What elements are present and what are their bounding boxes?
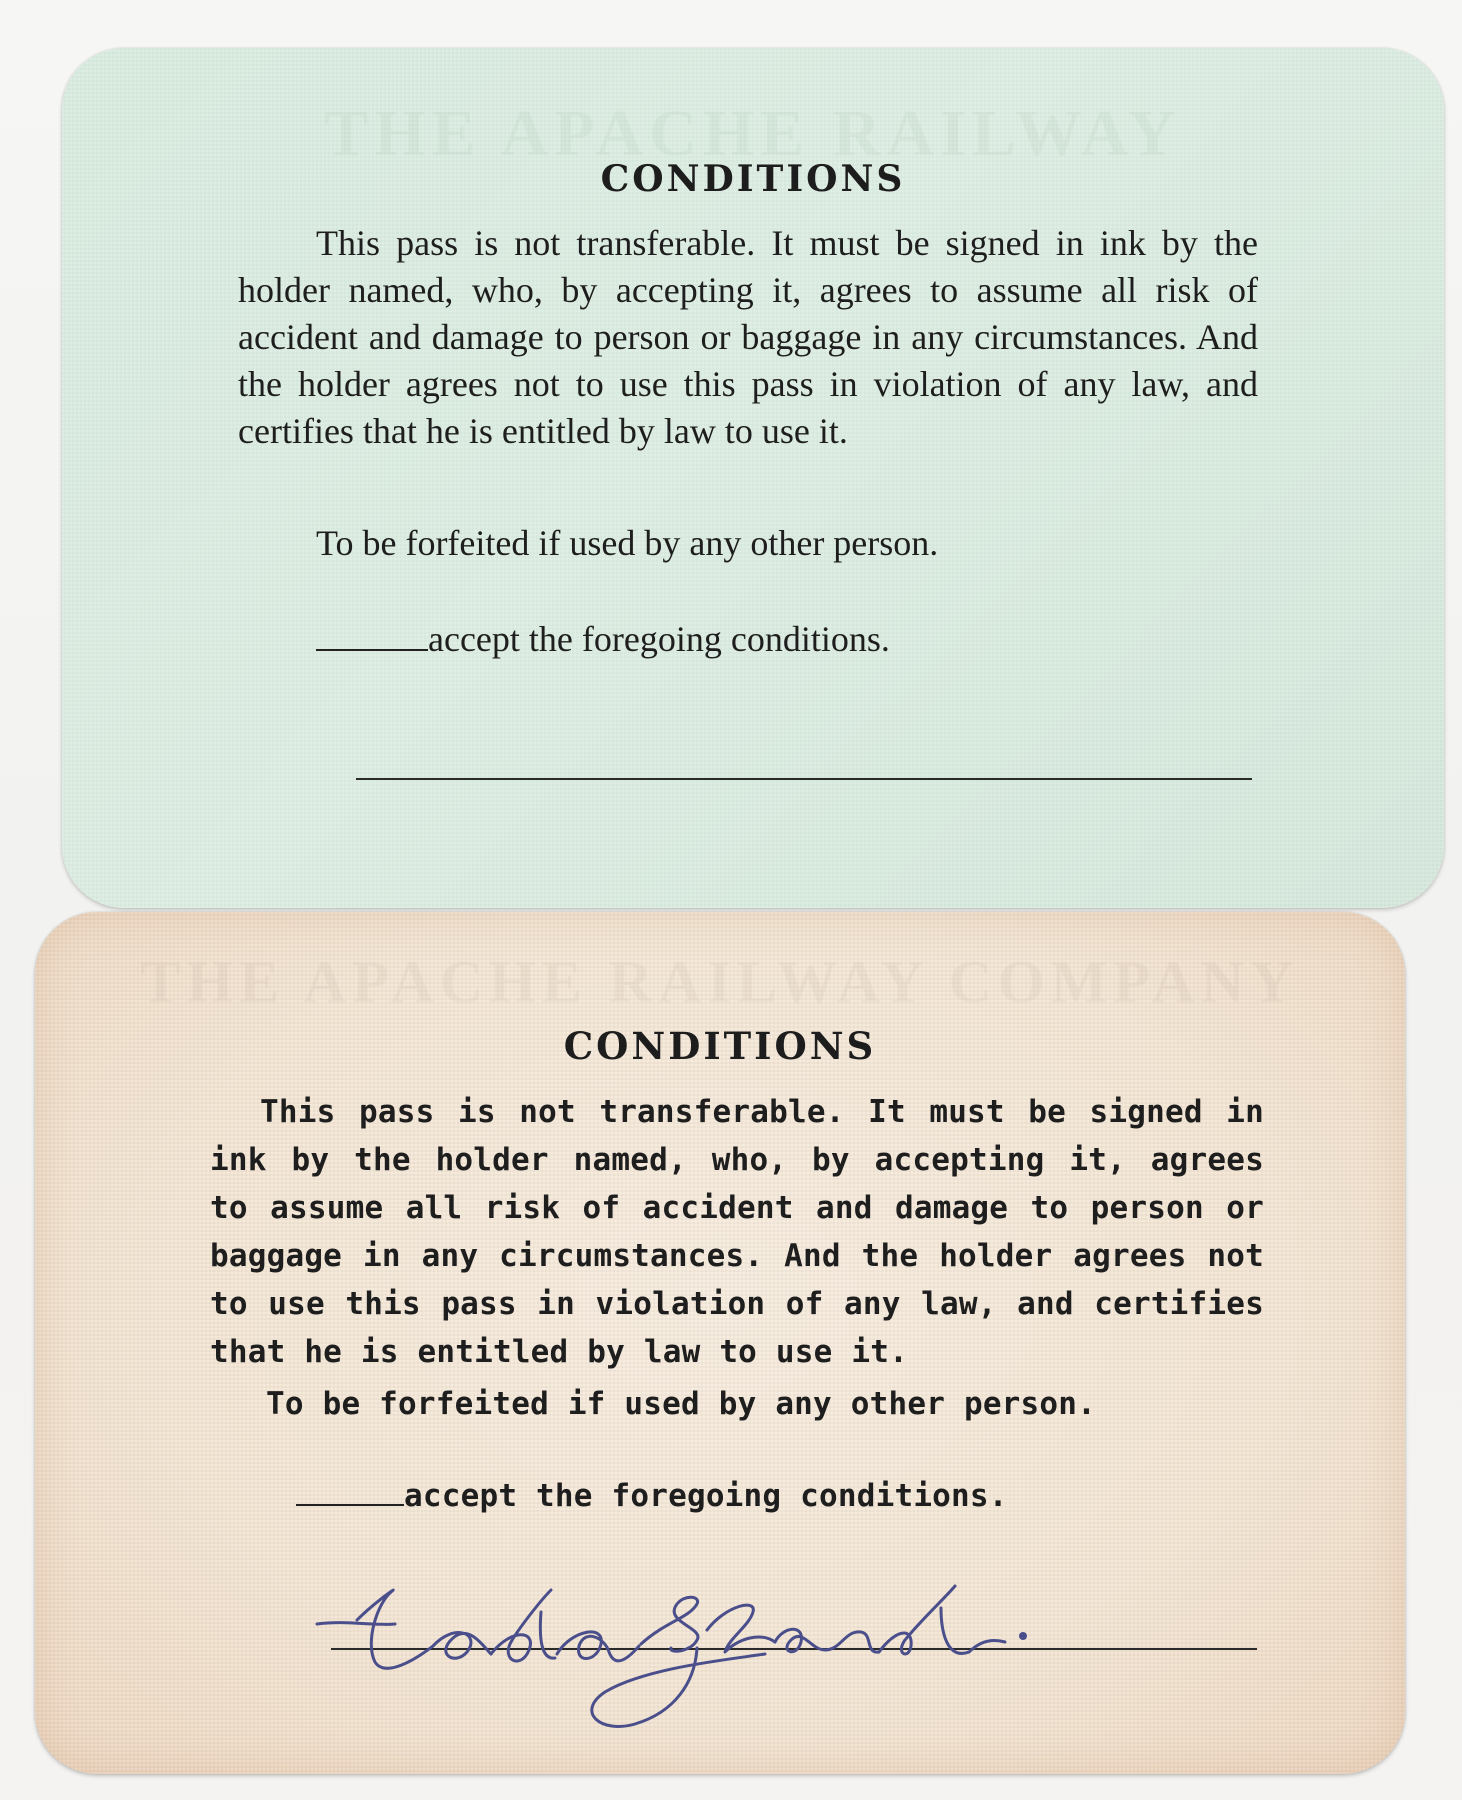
conditions-paragraph: This pass is not transferable. It must be signed in ink by the holder named, who, by accepting it, agrees to assume all risk of accident and damage to person or baggage in any circumstances. And the holder agrees not to use this pass in violation of any law, and certifies that he is entitled by law to use it.: [238, 223, 1258, 451]
forfeit-notice: To be forfeited if used by any other person.: [266, 1386, 1096, 1422]
conditions-paragraph: This pass is not transferable. It must be signed in ink by the holder named, who, by accepting it, agrees to assume all risk of accident and damage to person or baggage in any circumstances. And the holder agrees not to use this pass in violation of any law, and certifies that he is entitled by law to use it.: [210, 1094, 1264, 1370]
handwritten-signature: [305, 1542, 1165, 1742]
accept-line: [210, 1472, 1264, 1520]
pass-card-cream: [35, 912, 1405, 1774]
conditions-title: CONDITIONS: [600, 158, 906, 200]
bleed-through-text: THE APACHE RAILWAY COMPANY: [140, 949, 1300, 1015]
accept-blank: [316, 617, 428, 651]
accept-text: accept the foregoing conditions.: [404, 1478, 1008, 1514]
accept-line: [238, 616, 1258, 663]
forfeit-notice: To be forfeited if used by any other person.: [316, 523, 939, 563]
signature-line: [356, 778, 1252, 780]
pass-card-green: [62, 48, 1444, 908]
conditions-title: CONDITIONS: [563, 1024, 877, 1068]
accept-text: accept the foregoing conditions.: [428, 619, 890, 659]
bleed-through-text: THE APACHE RAILWAY: [324, 97, 1182, 170]
accept-blank: [296, 1476, 404, 1506]
